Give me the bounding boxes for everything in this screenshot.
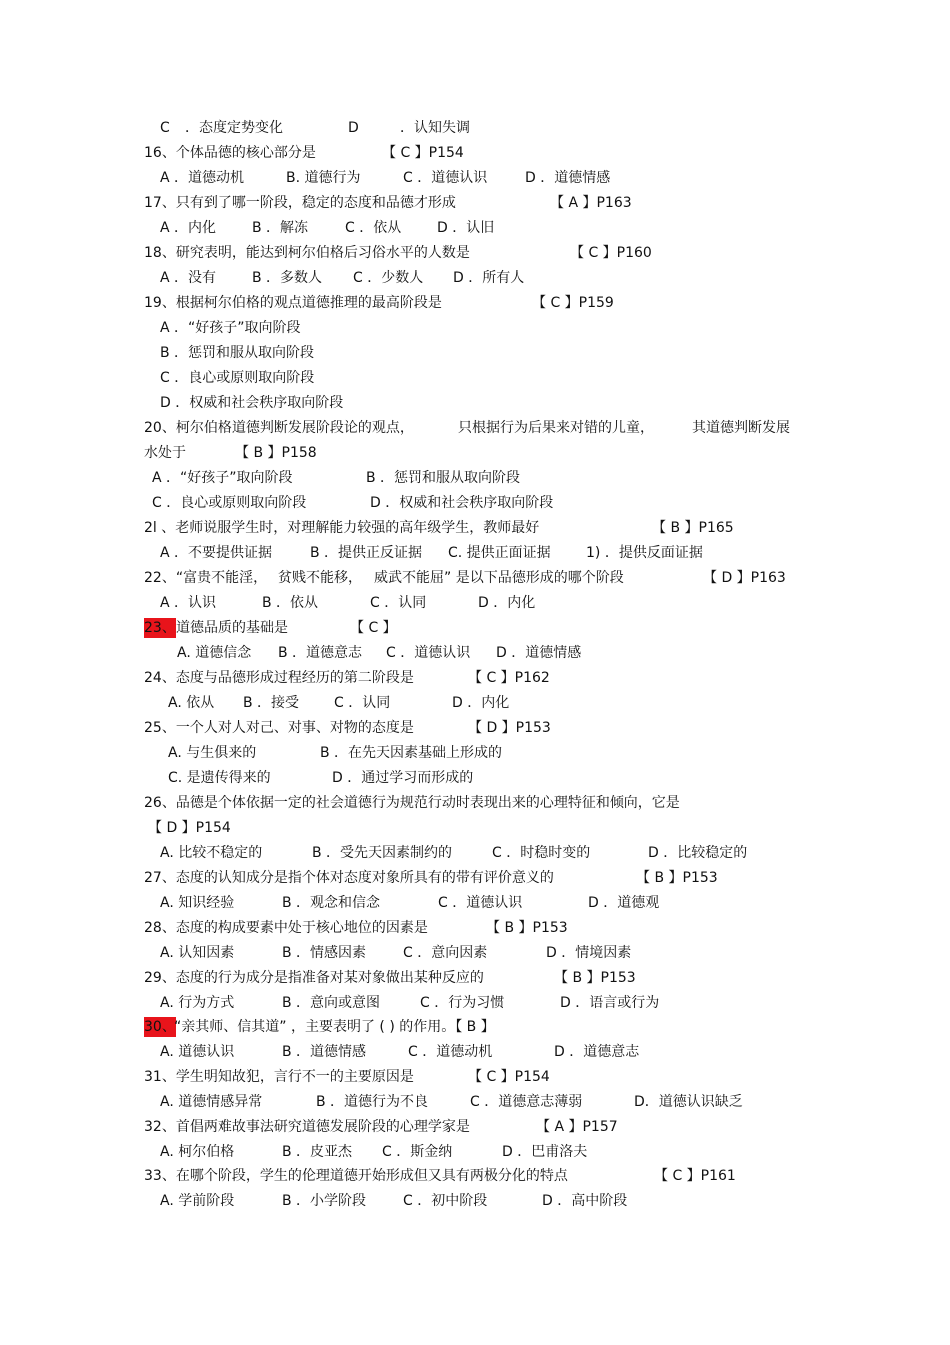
- q33-option-d: D ．高中阶段: [542, 1193, 628, 1209]
- q29-answer: 【 B 】P153: [554, 970, 636, 986]
- q21-answer: 【 B 】P165: [652, 520, 734, 536]
- q21-option-c: C. 提供正面证据: [448, 545, 551, 561]
- q16-option-c: C ．道德认识: [403, 170, 488, 186]
- q32-option-c: C ．斯金纳: [382, 1144, 453, 1160]
- q24-option-c: C ．认同: [334, 695, 391, 711]
- q28-option-d: D ．情境因素: [546, 945, 632, 961]
- q16-answer: 【 C 】P154: [382, 145, 464, 161]
- q31-option-d: D．道德认识缺乏: [634, 1094, 743, 1110]
- q25-answer: 【 D 】P153: [468, 720, 551, 736]
- q17-option-c: C ．依从: [345, 220, 402, 236]
- q27-option-a: A. 知识经验: [160, 895, 235, 911]
- q25-option-c: C. 是遗传得来的: [168, 770, 271, 786]
- q31-option-a: A. 道德情感异常: [160, 1094, 263, 1110]
- q16-option-a: A ．道德动机: [160, 170, 245, 186]
- q26-option-b: B ．受先天因素制约的: [312, 845, 453, 861]
- q22-answer: 【 D 】P163: [703, 570, 786, 586]
- q23-stem: 道德品质的基础是: [176, 620, 288, 636]
- q29-stem: 29、态度的行为成分是指准备对某对象做出某种反应的: [144, 970, 484, 986]
- q17-answer: 【 A 】P163: [550, 195, 632, 211]
- q25-stem: 25、一个人对人对己、对事、对物的态度是: [144, 720, 414, 736]
- q15-option-d: D: [348, 120, 359, 136]
- q32-option-a: A. 柯尔伯格: [160, 1144, 235, 1160]
- q33-stem-line: [0, 1166, 736, 1186]
- q25-options-ab: [0, 743, 503, 763]
- q30-option-b: B ．道德情感: [282, 1044, 367, 1060]
- q22-option-c: C ．认同: [370, 595, 427, 611]
- q24-option-d: D ．内化: [452, 695, 510, 711]
- q25-option-b: B ．在先天因素基础上形成的: [320, 745, 503, 761]
- q16-option-b: B. 道德行为: [286, 170, 361, 186]
- q20-stem-line-2: [0, 443, 317, 463]
- q33-option-a: A. 学前阶段: [160, 1193, 235, 1209]
- q22-option-d: D ．内化: [478, 595, 536, 611]
- q17-stem-line: [0, 193, 632, 213]
- q24-option-b: B ．接受: [243, 695, 300, 711]
- q22-stem-line: [0, 568, 786, 588]
- q19-answer: 【 C 】P159: [532, 295, 614, 311]
- q20-option-a: A ．“好孩子”取向阶段: [152, 470, 293, 486]
- q20-answer: 【 B 】P158: [235, 445, 317, 461]
- q24-answer: 【 C 】P162: [468, 670, 550, 686]
- q27-answer: 【 B 】P153: [636, 870, 718, 886]
- q31-answer: 【 C 】P154: [468, 1069, 550, 1085]
- q17-options: [0, 218, 495, 238]
- q16-stem-line: [0, 143, 464, 163]
- q28-option-b: B ．情感因素: [282, 945, 367, 961]
- q27-stem: 27、态度的认知成分是指个体对态度对象所具有的带有评价意义的: [144, 870, 554, 886]
- q22-option-a: A ．认识: [160, 595, 217, 611]
- q32-option-d: D ．巴甫洛夫: [502, 1144, 588, 1160]
- q24-options: [0, 693, 510, 713]
- q19-stem-line: [0, 293, 614, 313]
- q24-stem-line: [0, 668, 550, 688]
- q20-stem-part-1: 20、柯尔伯格道德判断发展阶段论的观点，: [144, 420, 414, 436]
- q24-option-a: A. 依从: [168, 695, 215, 711]
- q30-option-d: D ．道德意志: [554, 1044, 640, 1060]
- q15-options-cd: [0, 118, 470, 138]
- q27-option-d: D ．道德观: [588, 895, 660, 911]
- q27-stem-line: [0, 868, 718, 888]
- q29-option-b: B ．意向或意图: [282, 995, 381, 1011]
- q33-options: [0, 1191, 628, 1211]
- q15-option-d-text: ．认知失调: [400, 120, 470, 136]
- q33-answer: 【 C 】P161: [654, 1168, 736, 1184]
- q18-option-d: D ．所有人: [453, 270, 525, 286]
- q32-answer: 【 A 】P157: [536, 1119, 618, 1135]
- q25-option-a: A. 与生俱来的: [168, 745, 257, 761]
- q19-option-c-line: [0, 368, 315, 388]
- q19-option-d: D ．权威和社会秩序取向阶段: [160, 395, 344, 411]
- q20-option-b: B ．惩罚和服从取向阶段: [366, 470, 521, 486]
- q26-stem-line: [0, 793, 680, 813]
- q23-options: [0, 643, 582, 663]
- q20-stem-line-1: [0, 418, 790, 438]
- q29-option-d: D ．语言或行为: [560, 995, 660, 1011]
- q33-option-b: B ．小学阶段: [282, 1193, 367, 1209]
- q22-options: [0, 593, 536, 613]
- q26-answer-line: [0, 818, 231, 838]
- q18-stem-line: [0, 243, 652, 263]
- q19-option-a: A ．“好孩子”取向阶段: [160, 320, 301, 336]
- q28-option-c: C ．意向因素: [403, 945, 488, 961]
- q18-stem: 18、研究表明，能达到柯尔伯格后习俗水平的人数是: [144, 245, 470, 261]
- q21-stem-line: [0, 518, 734, 538]
- q18-answer: 【 C 】P160: [570, 245, 652, 261]
- q23-number-highlighted: 23、: [144, 620, 176, 636]
- q19-option-d-line: [0, 393, 344, 413]
- q20-options-cd: [0, 493, 554, 513]
- q20-options-ab: [0, 468, 521, 488]
- q25-stem-line: [0, 718, 551, 738]
- q23-option-c: C ．道德认识: [386, 645, 471, 661]
- q21-option-d: 1) ．提供反面证据: [586, 545, 703, 561]
- q28-option-a: A. 认知因素: [160, 945, 235, 961]
- q32-options: [0, 1142, 588, 1162]
- q31-option-c: C ．道德意志薄弱: [470, 1094, 583, 1110]
- q17-stem: 17、只有到了哪一阶段，稳定的态度和品德才形成: [144, 195, 456, 211]
- q31-option-b: B ．道德行为不良: [316, 1094, 429, 1110]
- q18-option-a: A ．没有: [160, 270, 217, 286]
- q23-stem-line: [0, 618, 397, 638]
- q20-stem-part-2: 只根据行为后果来对错的儿童，: [458, 420, 654, 436]
- q26-stem: 26、品德是个体依据一定的社会道德行为规范行动时表现出来的心理特征和倾向，它是: [144, 795, 680, 811]
- q32-stem-line: [0, 1117, 618, 1137]
- q20-stem-part-4: 水处于: [144, 445, 186, 461]
- q22-stem-part-3: 威武不能屈” 是以下品德形成的哪个阶段: [374, 570, 624, 586]
- q33-option-c: C ．初中阶段: [403, 1193, 488, 1209]
- q31-options: [0, 1092, 743, 1112]
- q18-option-b: B ．多数人: [252, 270, 323, 286]
- q29-option-a: A. 行为方式: [160, 995, 235, 1011]
- q28-answer: 【 B 】P153: [486, 920, 568, 936]
- q21-option-a: A ．不要提供证据: [160, 545, 273, 561]
- q29-stem-line: [0, 968, 636, 988]
- q21-option-b: B ．提供正反证据: [310, 545, 423, 561]
- q30-options: [0, 1042, 640, 1062]
- q23-option-b: B ．道德意志: [278, 645, 363, 661]
- q24-stem: 24、态度与品德形成过程经历的第二阶段是: [144, 670, 414, 686]
- q20-stem-part-3: 其道德判断发展: [692, 420, 790, 436]
- q15-option-c-text: ．态度定势变化: [185, 120, 283, 136]
- q20-option-c: C ．良心或原则取向阶段: [152, 495, 307, 511]
- q20-option-d: D ．权威和社会秩序取向阶段: [370, 495, 554, 511]
- q21-options: [0, 543, 703, 563]
- q19-option-a-line: [0, 318, 301, 338]
- q23-answer: 【 C 】: [350, 620, 397, 636]
- q26-answer: 【 D 】P154: [148, 820, 231, 836]
- q30-option-a: A. 道德认识: [160, 1044, 235, 1060]
- q30-number-highlighted: 30、: [144, 1019, 176, 1035]
- q26-option-d: D ．比较稳定的: [648, 845, 748, 861]
- q19-option-c: C ．良心或原则取向阶段: [160, 370, 315, 386]
- q32-stem: 32、首倡两难故事法研究道德发展阶段的心理学家是: [144, 1119, 470, 1135]
- q15-option-c: C: [160, 120, 170, 136]
- q33-stem: 33、在哪个阶段，学生的伦理道德开始形成但又具有两极分化的特点: [144, 1168, 568, 1184]
- q16-stem: 16、个体品德的核心部分是: [144, 145, 316, 161]
- q28-options: [0, 943, 632, 963]
- q22-option-b: B ．依从: [262, 595, 319, 611]
- q17-option-d: D ．认旧: [437, 220, 495, 236]
- q18-options: [0, 268, 525, 288]
- q18-option-c: C ．少数人: [353, 270, 424, 286]
- q17-option-b: B ．解冻: [252, 220, 309, 236]
- q25-options-cd: [0, 768, 474, 788]
- q26-option-a: A. 比较不稳定的: [160, 845, 263, 861]
- q23-option-d: D ．道德情感: [496, 645, 582, 661]
- q22-stem-part-1: 22、“富贵不能淫，: [144, 570, 268, 586]
- q27-option-b: B ．观念和信念: [282, 895, 381, 911]
- q26-options: [0, 843, 748, 863]
- q31-stem-line: [0, 1067, 550, 1087]
- q26-option-c: C ．时稳时变的: [492, 845, 591, 861]
- q30-stem: “亲其师、信其道” ，主要表明了 ( ) 的作用。【 B 】: [174, 1019, 495, 1035]
- q28-stem: 28、态度的构成要素中处于核心地位的因素是: [144, 920, 428, 936]
- q19-option-b-line: [0, 343, 315, 363]
- q25-option-d: D ．通过学习而形成的: [332, 770, 474, 786]
- q19-stem: 19、根据柯尔伯格的观点道德推理的最高阶段是: [144, 295, 442, 311]
- q16-options: [0, 168, 611, 188]
- q27-option-c: C ．道德认识: [438, 895, 523, 911]
- q28-stem-line: [0, 918, 568, 938]
- q21-stem: 2l 、老师说服学生时，对理解能力较强的高年级学生，教师最好: [144, 520, 540, 536]
- q29-options: [0, 993, 660, 1013]
- q29-option-c: C ．行为习惯: [420, 995, 505, 1011]
- q27-options: [0, 893, 660, 913]
- q32-option-b: B ．皮亚杰: [282, 1144, 353, 1160]
- q19-option-b: B ．惩罚和服从取向阶段: [160, 345, 315, 361]
- q23-option-a: A. 道德信念: [177, 645, 252, 661]
- q30-stem-line: [0, 1017, 495, 1037]
- q22-stem-part-2: 贫贱不能移，: [278, 570, 362, 586]
- q30-option-c: C ．道德动机: [408, 1044, 493, 1060]
- q16-option-d: D ．道德情感: [525, 170, 611, 186]
- q17-option-a: A ．内化: [160, 220, 217, 236]
- q31-stem: 31、学生明知故犯，言行不一的主要原因是: [144, 1069, 414, 1085]
